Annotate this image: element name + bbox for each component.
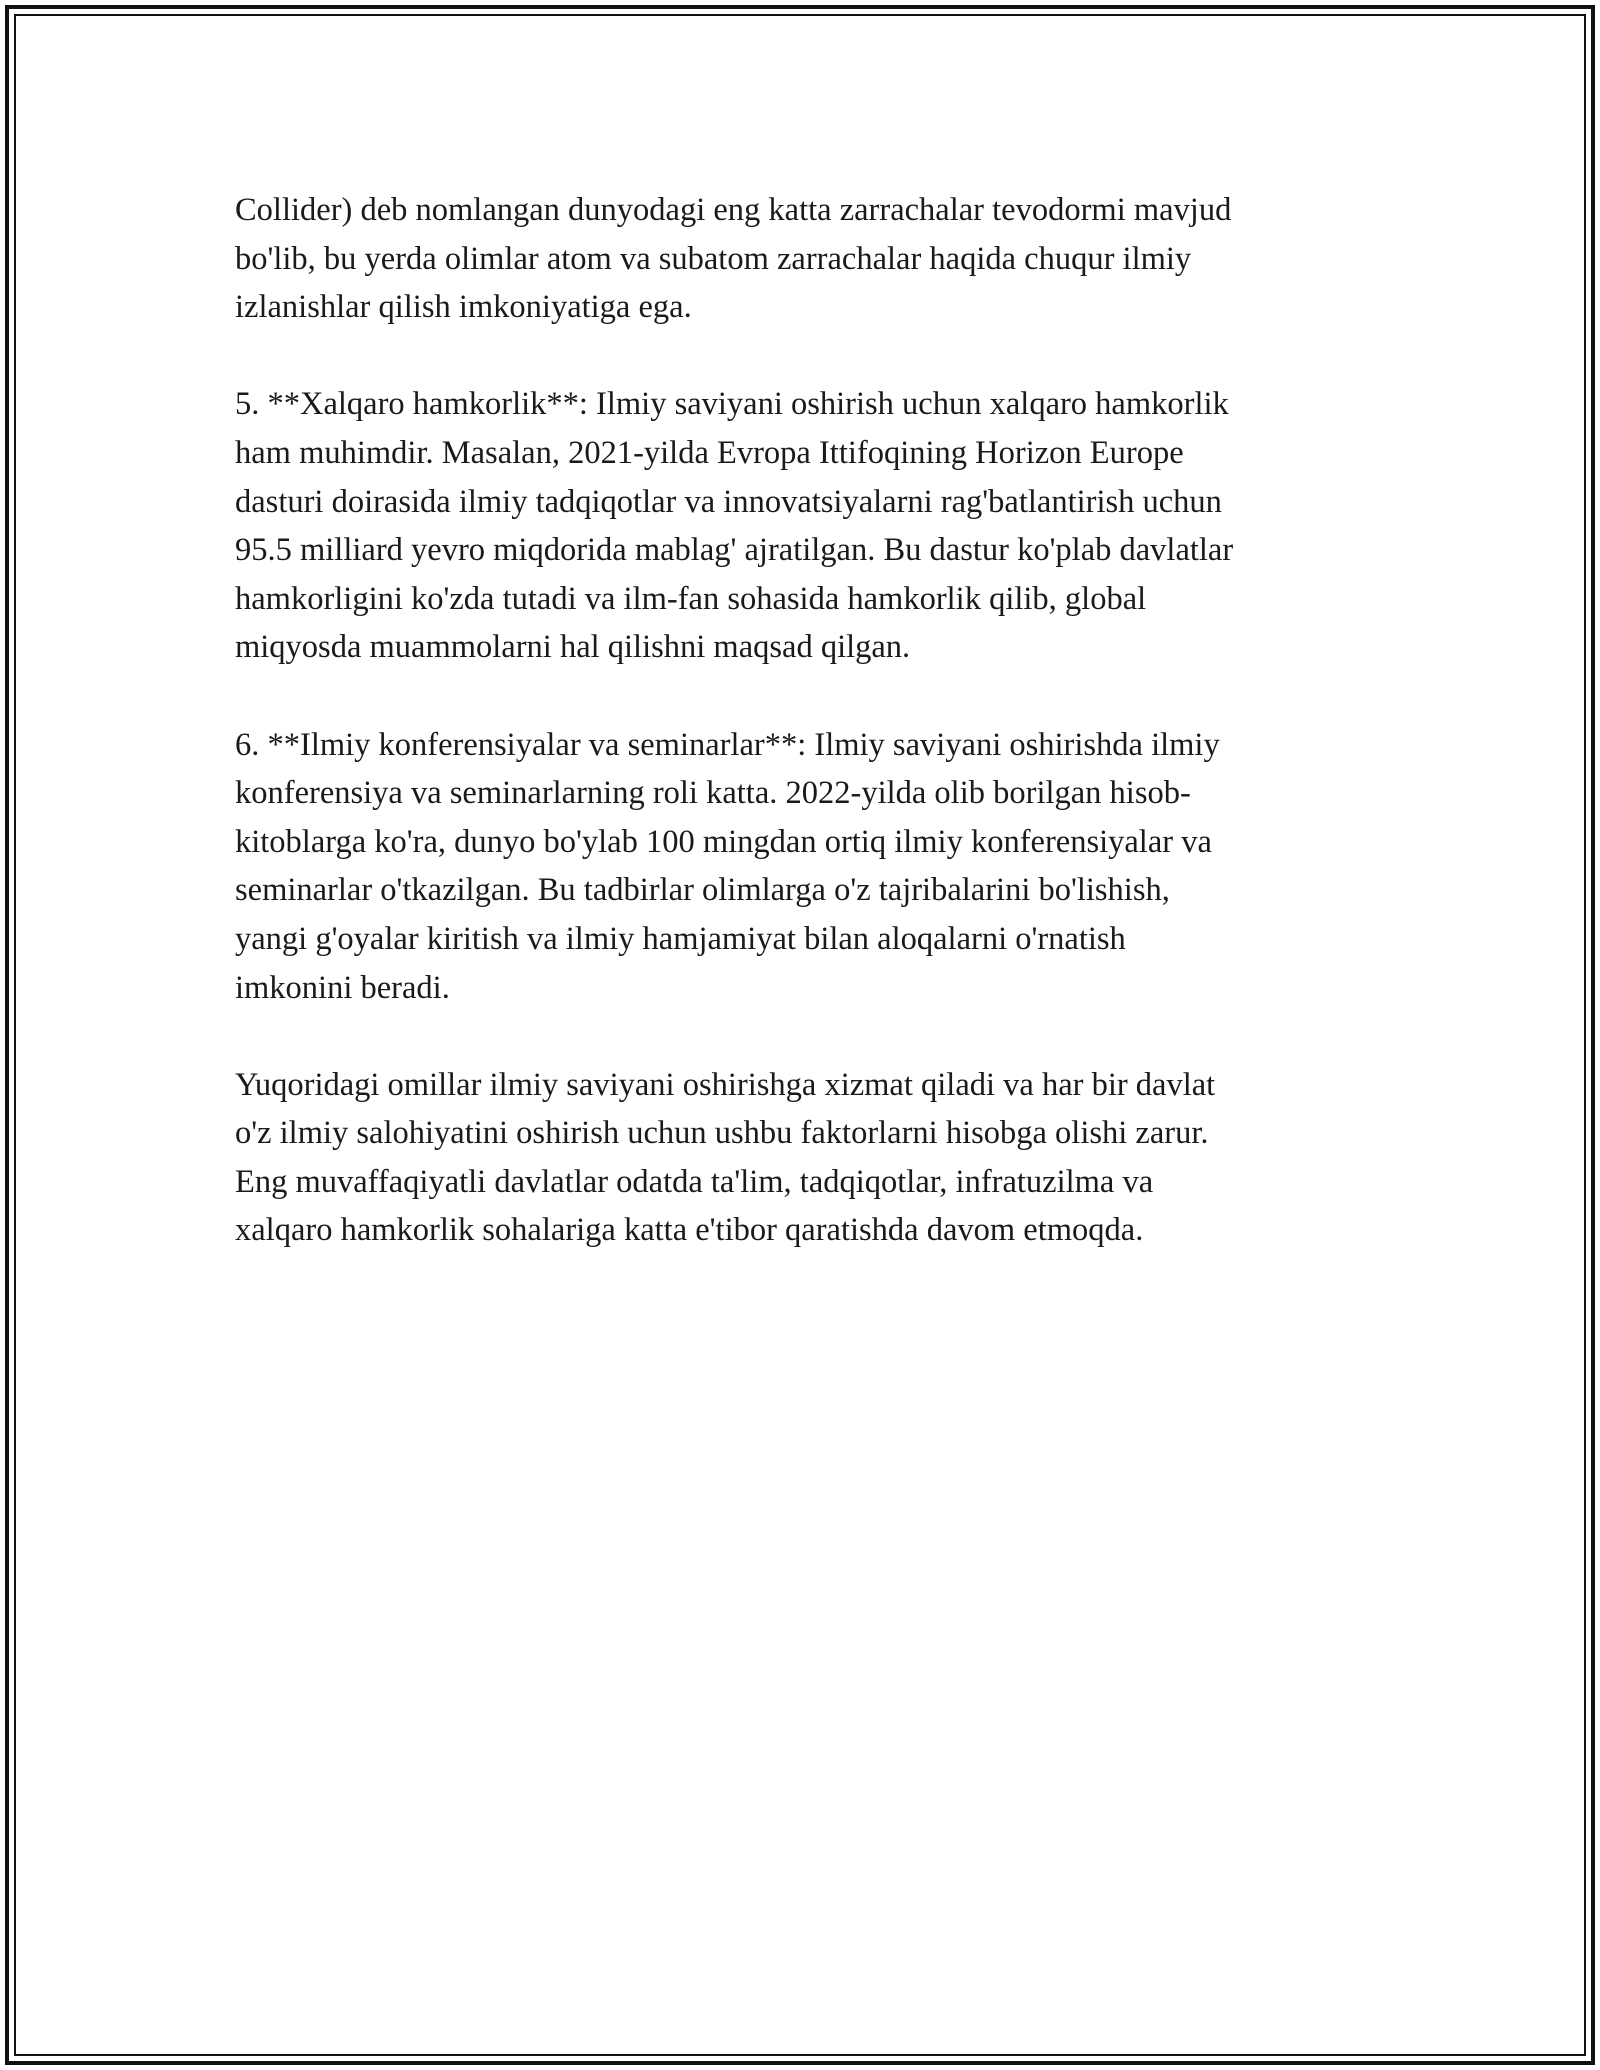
paragraph-collider-continuation: Collider) deb nomlangan dunyodagi eng katta zarrachalar tevodormi mavjud bo'lib, bu yerda olimlar atom va subatom zarrachalar haqida chuqur ilmiy izlanishlar qilish imkoniyatiga ega. xyxy=(235,192,1232,326)
paragraph-conclusion: Yuqoridagi omillar ilmiy saviyani oshirishga xizmat qiladi va har bir davlat o'z ilmiy salohiyatini oshirish uchun ushbu faktorlarni hisobga olishi zarur. Eng muvaffaqiyatli davlatlar odatda ta'lim, tadqiqotlar, infratuzilma va xalqaro hamkorlik sohalariga katta e'tibor qaratishda davom etmoqda. xyxy=(235,1066,1216,1249)
paragraph-conferences-seminars: 6. **Ilmiy konferensiyalar va seminarlar**: Ilmiy saviyani oshirishda ilmiy konferensiya va seminarlarning roli katta. 2022-yilda olib borilgan hisob- kitoblarga ko'ra, dunyo bo'ylab 100 mingdan ortiq ilmiy konferensiyalar va seminarlar o'tkazilgan. Bu tadbirlar olimlarga o'z tajribalarini bo'lishish, yangi g'oyalar kiritish va ilmiy hamjamiyat bilan aloqalarni o'rnatish imkonini beradi. xyxy=(235,726,1220,1006)
document-body xyxy=(235,186,1375,1255)
paragraph-international-cooperation: 5. **Xalqaro hamkorlik**: Ilmiy saviyani oshirish uchun xalqaro hamkorlik ham muhimdir. Masalan, 2021-yilda Evropa Ittifoqining Horizon Europe dasturi doirasida ilmiy tadqiqotlar va innovatsiyalarni rag'batlantirish uchun 95.5 milliard yevro miqdorida mablag' ajratilgan. Bu dastur ko'plab davlatlar hamkorligini ko'zda tutadi va ilm-fan sohasida hamkorlik qilib, global miqyosda muammolarni hal qilishni maqsad qilgan. xyxy=(235,386,1234,666)
